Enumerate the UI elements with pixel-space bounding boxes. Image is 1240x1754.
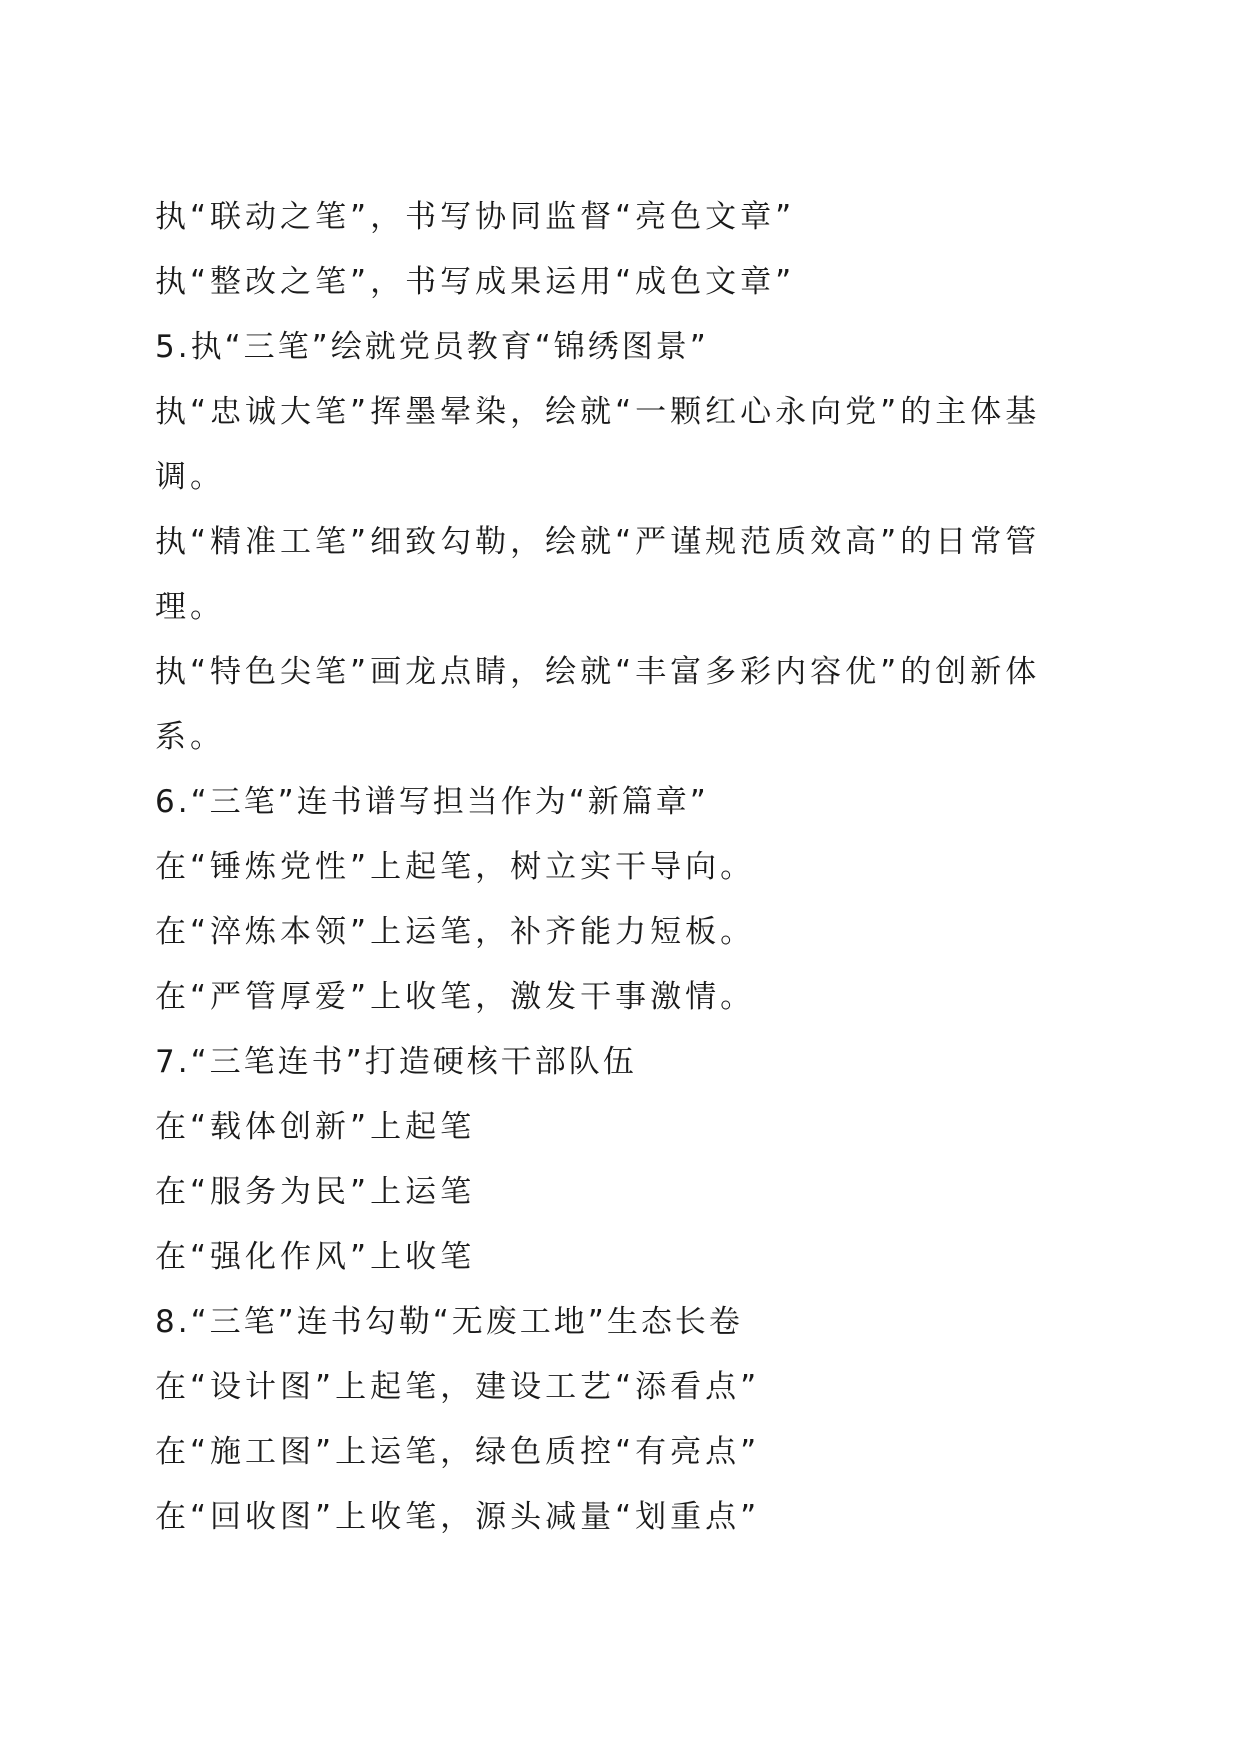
text-line: 执“忠诚大笔”挥墨晕染，绘就“一颗红心永向党”的主体基 [155, 394, 1041, 430]
text-line: 理。 [155, 589, 225, 625]
text-line: 执“联动之笔”，书写协同监督“亮色文章” [155, 199, 796, 235]
text-line: 执“特色尖笔”画龙点睛，绘就“丰富多彩内容优”的创新体 [155, 654, 1041, 690]
text-line: 在“服务为民”上运笔 [155, 1174, 476, 1210]
text-line: 在“载体创新”上起笔 [155, 1109, 476, 1145]
section-heading-5: 5.执“三笔”绘就党员教育“锦绣图景” [155, 329, 709, 365]
text-line: 在“强化作风”上收笔 [155, 1239, 476, 1275]
text-line: 系。 [155, 719, 225, 755]
text-line: 在“淬炼本领”上运笔，补齐能力短板。 [155, 914, 756, 950]
text-line: 在“设计图”上起笔，建设工艺“添看点” [155, 1369, 761, 1405]
document-body [155, 185, 1090, 1550]
section-heading-6: 6.“三笔”连书谱写担当作为“新篇章” [155, 784, 709, 820]
text-line: 在“锤炼党性”上起笔，树立实干导向。 [155, 849, 756, 885]
section-heading-8: 8.“三笔”连书勾勒“无废工地”生态长卷 [155, 1304, 743, 1340]
section-heading-7: 7.“三笔连书”打造硬核干部队伍 [155, 1044, 637, 1080]
text-line: 执“整改之笔”，书写成果运用“成色文章” [155, 264, 796, 300]
text-line: 在“严管厚爱”上收笔，激发干事激情。 [155, 979, 756, 1015]
text-line: 在“施工图”上运笔，绿色质控“有亮点” [155, 1434, 761, 1470]
text-line: 执“精准工笔”细致勾勒，绘就“严谨规范质效高”的日常管 [155, 524, 1041, 560]
text-line: 在“回收图”上收笔，源头减量“划重点” [155, 1499, 761, 1535]
text-line: 调。 [155, 459, 225, 495]
